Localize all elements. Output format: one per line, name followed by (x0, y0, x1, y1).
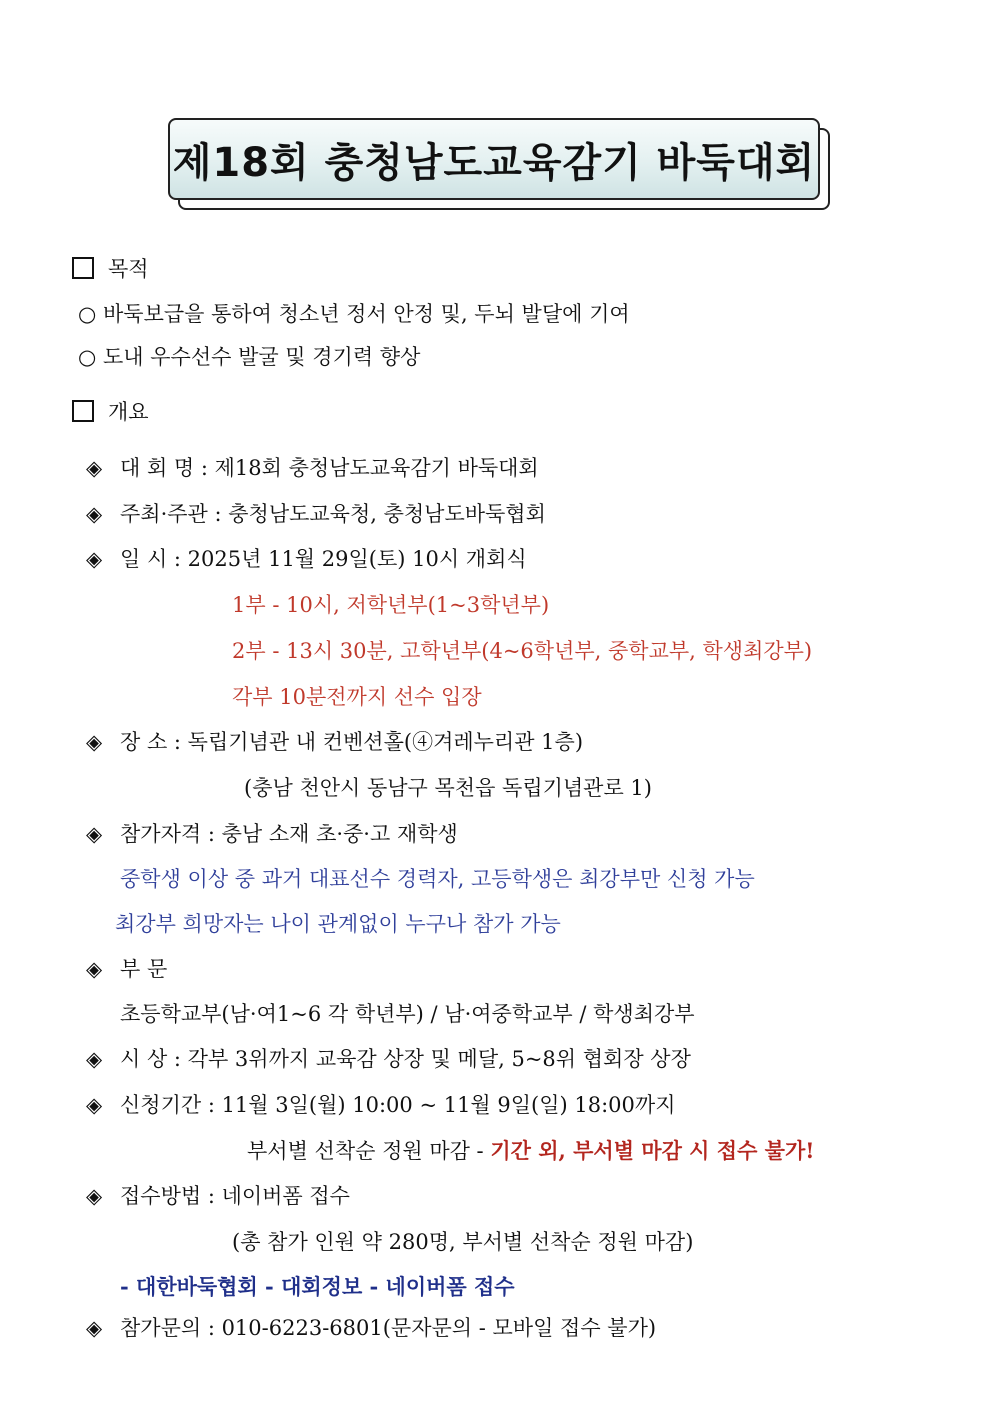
overview-date (86, 545, 527, 573)
overview-venue (86, 728, 583, 756)
diamond-bullet-icon: ◈ (86, 456, 103, 480)
diamond-bullet-icon: ◈ (86, 1184, 103, 1208)
diamond-bullet-icon: ◈ (86, 502, 103, 526)
diamond-bullet-icon: ◈ (86, 822, 103, 846)
eligibility-note: 중학생 이상 중 과거 대표선수 경력자, 고등학생은 최강부만 신청 가능 (120, 867, 755, 891)
overview-method-text: 접수방법 : 네이버폼 접수 (120, 1184, 350, 1208)
title-box (168, 118, 820, 200)
method-note: (총 참가 인원 약 280명, 부서별 선착순 정원 마감) (232, 1230, 694, 1254)
purpose-item: ○ 바둑보급을 통하여 청소년 정서 안정 및, 두뇌 발달에 기여 (78, 302, 630, 326)
overview-host (86, 500, 546, 528)
overview-period (86, 1091, 675, 1119)
overview-name (86, 454, 539, 482)
date-part2: 2부 - 13시 30분, 고학년부(4~6학년부, 중학교부, 학생최강부) (232, 639, 813, 663)
overview-contact (86, 1314, 656, 1342)
overview-eligibility (86, 820, 458, 848)
eligibility-note: 최강부 희망자는 나이 관계없이 누구나 참가 가능 (115, 912, 561, 936)
overview-host-text: 주최·주관 : 충청남도교육청, 충청남도바둑협회 (120, 502, 546, 526)
overview-period-text: 신청기간 : 11월 3일(월) 10:00 ~ 11월 9일(일) 18:00까지 (120, 1093, 676, 1117)
overview-divisions (86, 955, 167, 983)
section-checkbox-icon (72, 257, 94, 279)
purpose-item: ○ 도내 우수선수 발굴 및 경기력 향상 (78, 345, 421, 369)
overview-contact-text: 참가문의 : 010-6223-6801(문자문의 - 모바일 접수 불가) (120, 1316, 657, 1340)
section-purpose (72, 255, 149, 283)
period-note-plain: 부서별 선착순 정원 마감 - (247, 1139, 491, 1163)
overview-method (86, 1182, 350, 1210)
section-checkbox-icon (72, 400, 94, 422)
diamond-bullet-icon: ◈ (86, 1047, 103, 1071)
date-note: 각부 10분전까지 선수 입장 (232, 685, 482, 709)
overview-divisions-label: 부 문 (120, 957, 168, 981)
overview-venue-text: 장 소 : 독립기념관 내 컨벤션홀(④겨레누리관 1층) (120, 730, 584, 754)
overview-date-text: 일 시 : 2025년 11월 29일(토) 10시 개회식 (120, 547, 527, 571)
period-note (247, 1137, 814, 1165)
diamond-bullet-icon: ◈ (86, 957, 103, 981)
overview-awards-text: 시 상 : 각부 3위까지 교육감 상장 및 메달, 5~8위 협회장 상장 (120, 1047, 691, 1071)
period-note-warning: 기간 외, 부서별 마감 시 접수 불가! (490, 1138, 815, 1163)
divisions-list: 초등학교부(남·여1~6 각 학년부) / 남·여중학교부 / 학생최강부 (120, 1002, 695, 1026)
section-overview-heading: 개요 (108, 400, 149, 424)
overview-eligibility-text: 참가자격 : 충남 소재 초·중·고 재학생 (120, 822, 458, 846)
diamond-bullet-icon: ◈ (86, 730, 103, 754)
method-path: - 대한바둑협회 - 대회정보 - 네이버폼 접수 (120, 1274, 515, 1299)
document-title: 제18회 충청남도교육감기 바둑대회 (172, 139, 816, 186)
diamond-bullet-icon: ◈ (86, 1093, 103, 1117)
overview-name-text: 대 회 명 : 제18회 충청남도교육감기 바둑대회 (120, 456, 539, 480)
section-overview (72, 398, 149, 426)
date-part1: 1부 - 10시, 저학년부(1~3학년부) (232, 593, 550, 617)
section-purpose-heading: 목적 (108, 257, 149, 281)
diamond-bullet-icon: ◈ (86, 547, 103, 571)
diamond-bullet-icon: ◈ (86, 1316, 103, 1340)
venue-address: (충남 천안시 동남구 목천읍 독립기념관로 1) (244, 776, 652, 800)
overview-awards (86, 1045, 691, 1073)
